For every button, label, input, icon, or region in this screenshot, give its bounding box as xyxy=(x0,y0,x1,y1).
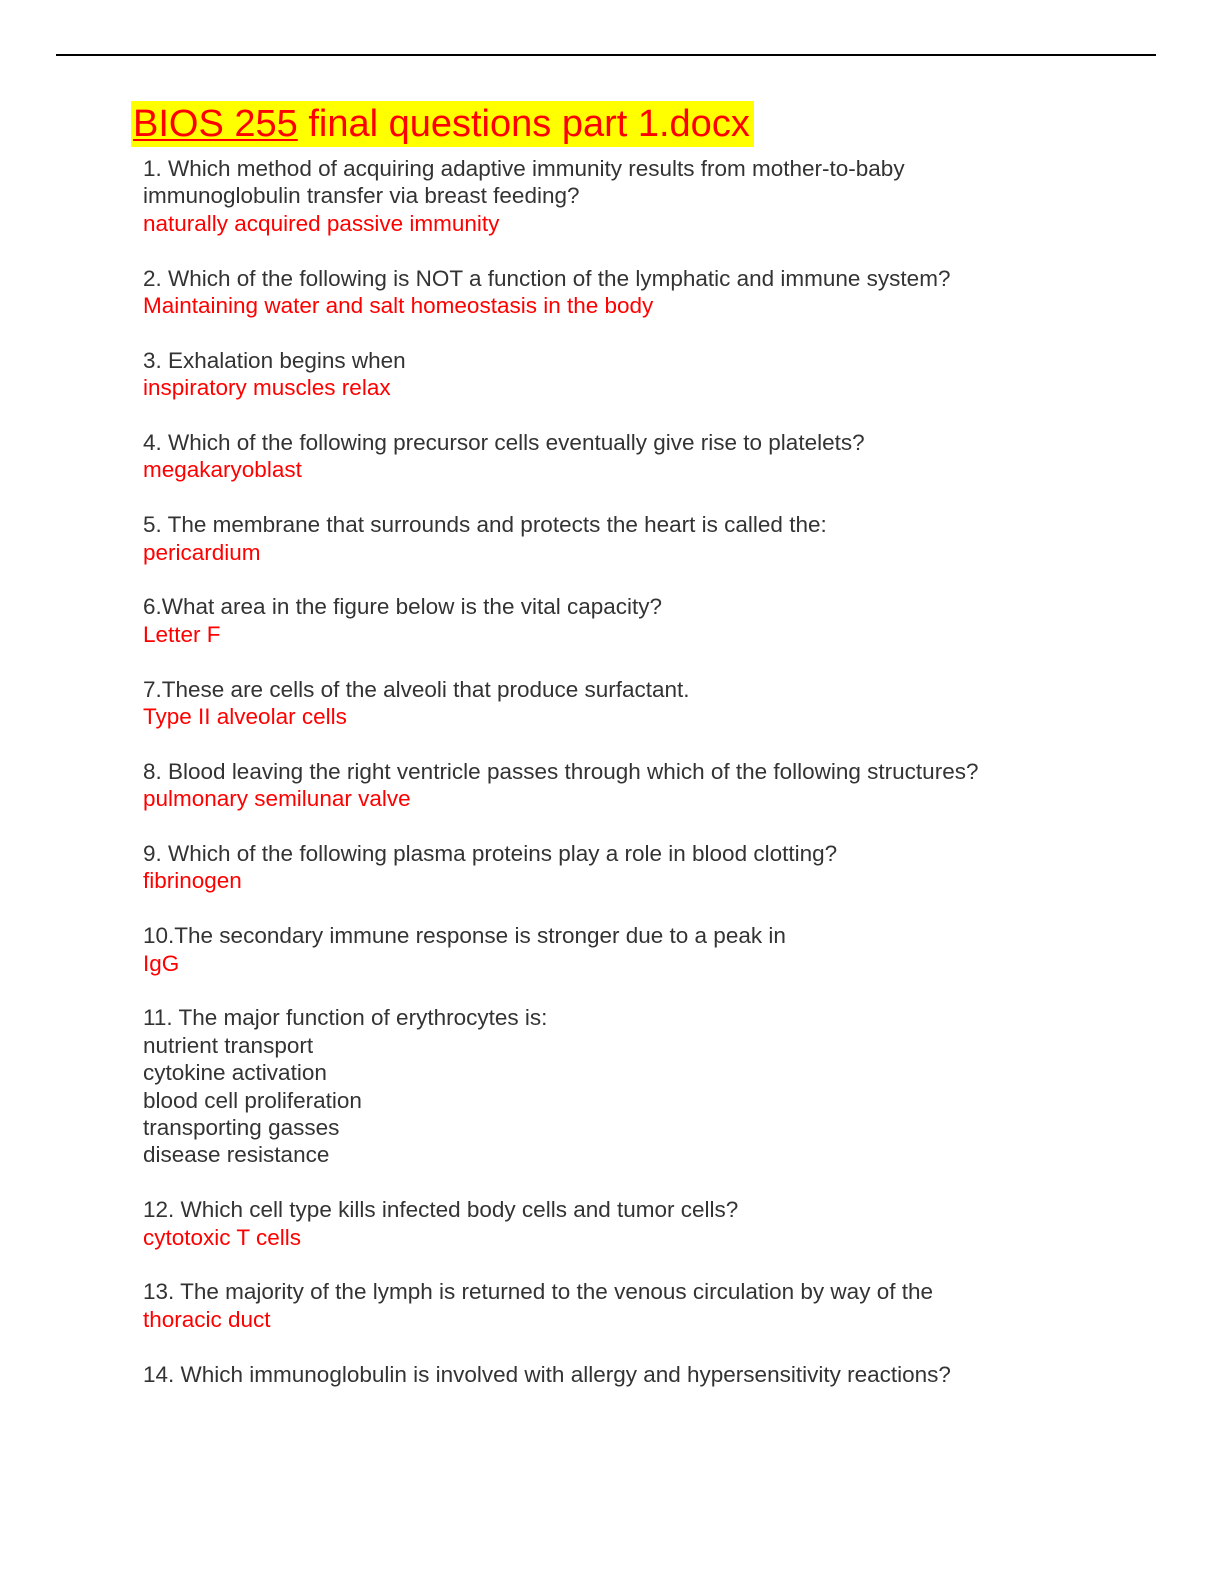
question-text: 9. Which of the following plasma proteins play a role in blood clotting? xyxy=(143,841,838,867)
question-text-continued: immunoglobulin transfer via breast feeding? xyxy=(143,183,580,209)
document-title-rest: final questions part 1.docx xyxy=(297,103,750,145)
question-text: 4. Which of the following precursor cells eventually give rise to platelets? xyxy=(143,430,865,456)
answer-text: cytotoxic T cells xyxy=(143,1224,301,1250)
question-5 xyxy=(143,511,1103,566)
answer-text: Maintaining water and salt homeostasis in the body xyxy=(143,293,654,319)
header-rule xyxy=(56,54,1156,56)
question-list xyxy=(143,155,1103,1415)
answer-text: Type II alveolar cells xyxy=(143,704,347,730)
question-text: 6.What area in the figure below is the vital capacity? xyxy=(143,594,663,620)
question-text: 11. The major function of erythrocytes is: xyxy=(143,1005,548,1031)
answer-text: megakaryoblast xyxy=(143,457,302,483)
question-text: 5. The membrane that surrounds and protects the heart is called the: xyxy=(143,512,827,538)
answer-option: disease resistance xyxy=(143,1142,330,1168)
question-8 xyxy=(143,758,1103,813)
answer-option: blood cell proliferation xyxy=(143,1087,362,1113)
question-text: 3. Exhalation begins when xyxy=(143,347,406,373)
question-3 xyxy=(143,347,1103,402)
document-title xyxy=(131,101,754,147)
question-text: 13. The majority of the lymph is returned to the venous circulation by way of the xyxy=(143,1279,933,1305)
question-12 xyxy=(143,1196,1103,1251)
answer-text: thoracic duct xyxy=(143,1306,271,1332)
question-6 xyxy=(143,593,1103,648)
question-text: 12. Which cell type kills infected body cells and tumor cells? xyxy=(143,1197,739,1223)
answer-text: Letter F xyxy=(143,621,221,647)
question-2 xyxy=(143,265,1103,320)
answer-text: IgG xyxy=(143,950,180,976)
answer-text: pericardium xyxy=(143,539,261,565)
question-9 xyxy=(143,840,1103,895)
question-14 xyxy=(143,1361,1103,1388)
answer-text: inspiratory muscles relax xyxy=(143,375,391,401)
question-7 xyxy=(143,676,1103,731)
question-1 xyxy=(143,155,1103,237)
answer-text: fibrinogen xyxy=(143,868,242,894)
document-title-link[interactable]: BIOS 255 xyxy=(133,103,298,145)
question-10 xyxy=(143,922,1103,977)
question-13 xyxy=(143,1278,1103,1333)
question-text: 1. Which method of acquiring adaptive immunity results from mother-to-baby xyxy=(143,156,905,181)
answer-option: cytokine activation xyxy=(143,1060,327,1086)
question-text: 7.These are cells of the alveoli that produce surfactant. xyxy=(143,676,690,702)
answer-text: pulmonary semilunar valve xyxy=(143,786,411,812)
question-text: 14. Which immunoglobulin is involved with allergy and hypersensitivity reactions? xyxy=(143,1361,951,1387)
question-11 xyxy=(143,1004,1103,1168)
answer-option: nutrient transport xyxy=(143,1032,314,1058)
answer-option: transporting gasses xyxy=(143,1115,340,1141)
question-text: 10.The secondary immune response is stronger due to a peak in xyxy=(143,923,786,949)
question-text: 2. Which of the following is NOT a function of the lymphatic and immune system? xyxy=(143,265,951,291)
question-text: 8. Blood leaving the right ventricle passes through which of the following structures? xyxy=(143,758,979,784)
question-4 xyxy=(143,429,1103,484)
answer-text: naturally acquired passive immunity xyxy=(143,210,500,236)
